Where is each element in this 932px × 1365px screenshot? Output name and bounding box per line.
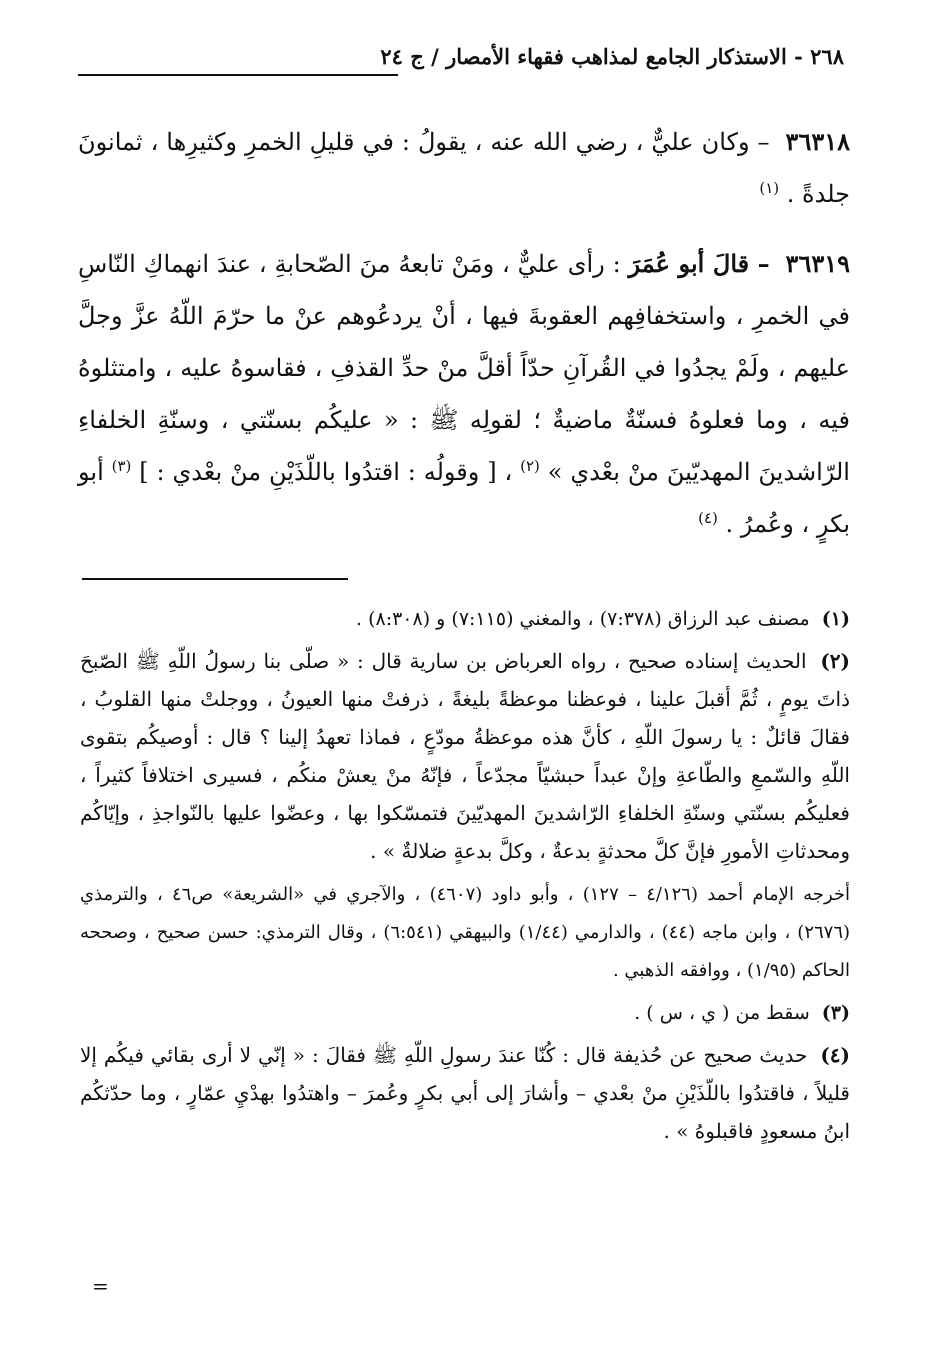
paragraph-text-3: أبو بكرٍ ، وعُمرُ . bbox=[78, 458, 850, 538]
paragraph-36318 bbox=[78, 116, 850, 220]
speaker-lead: – قالَ أبو عُمَرَ bbox=[628, 249, 770, 278]
continuation-mark: = bbox=[92, 1274, 109, 1298]
footnote-ref-1[interactable]: (١) bbox=[759, 179, 780, 197]
footnote-3 bbox=[80, 994, 850, 1032]
footnote-2 bbox=[80, 642, 850, 870]
paragraph-number: ٣٦٣١٨ bbox=[785, 127, 850, 156]
footnote-label: (٤) bbox=[820, 1043, 850, 1067]
footnote-ref-3[interactable]: (٣) bbox=[111, 457, 132, 475]
footnote-ref-4[interactable]: (٤) bbox=[698, 509, 718, 527]
footnote-label: (٣) bbox=[821, 1002, 850, 1024]
footnote-label: (٢) bbox=[820, 649, 850, 673]
main-text bbox=[78, 116, 850, 550]
paragraph-text: : رأى عليٌّ ، ومَنْ تابعهُ منَ الصّحابةِ ، عندَ انهماكِ النّاسِ في الخمرِ ، واستخفافِهم العقوبةَ فيها ، أنْ يردعُوهم عنْ ما حرّمَ اللّهُ عزَّ وجلَّ عليهم ، ولَمْ يجدُوا في القُرآنِ حدّاً أقلَّ منْ حدِّ القذفِ ، فقاسوهُ عليه ، وامتثلوهُ فيه ، وما فعلوهُ فسنّةٌ ماضيةٌ ؛ لقولِه ﷺ : « عليكُم بسنّتي ، وسنّةِ الخلفاءِ الرّاشدينَ المهديّينَ منْ بعْدي » bbox=[78, 250, 850, 486]
footnote-text: حديث صحيح عن حُذيفة قال : كُنّا عندَ رسولِ اللّهِ ﷺ فقالَ : « إنّي لا أرى بقائي فيكُم إلا قليلاً ، فاقتدُوا باللّذَيْنِ منْ بعْدي – وأشارَ إلى أبي بكرٍ وعُمرَ – واهتدُوا بهدْيِ عمّارٍ ، وما حدّثكُم ابنُ مسعودٍ فاقبلوهُ » . bbox=[80, 1043, 850, 1143]
footnote-label: (١) bbox=[821, 608, 850, 630]
paragraph-36319 bbox=[78, 238, 850, 550]
footnote-separator bbox=[82, 578, 348, 580]
footnotes bbox=[80, 600, 850, 1154]
footnote-4 bbox=[80, 1036, 850, 1150]
footnote-text: مصنف عبد الرزاق (٧:٣٧٨) ، والمغني (٧:١١٥) و (٨:٣٠٨) . bbox=[356, 608, 810, 630]
header-rule bbox=[78, 74, 398, 76]
footnote-ref-2[interactable]: (٢) bbox=[520, 457, 540, 475]
paragraph-text-2: ، [ وقولُه : اقتدُوا باللّذَيْنِ منْ بعْدي : ] bbox=[139, 458, 513, 486]
footnote-text: الحديث إسناده صحيح ، رواه العرباض بن سارية قال : « صلّى بنا رسولُ اللّهِ ﷺ الصّبحَ ذاتَ يومٍ ، ثُمَّ أقبلَ علينا ، فوعظنا موعظةً بليغةً ، ذرفتْ منها العيونُ ، ووجلتْ منها القلوبُ ، فقالَ قائلٌ : يا رسولَ اللّهِ ، كأنَّ هذه موعظةُ مودّعٍ ، فماذا تعهدُ إلينا ؟ قال : أوصيكُم بتقوى اللّهِ والسّمعِ والطّاعةِ وإنْ عبداً حبشيّاً مجدّعاً ، فإنّهُ منْ يعشْ منكُم ، فسيرى اختلافاً كثيراً ، فعليكُم بسنّتي وسنّةِ الخلفاءِ الرّاشدينَ المهديّينَ فتمسّكوا بها ، وعضّوا عليها بالنّواجذِ ، وإيّاكُم ومحدثاتِ الأمورِ فإنَّ كلَّ محدثةٍ بدعةٌ ، وكلَّ بدعةٍ ضلالةٌ » . bbox=[80, 649, 850, 863]
footnote-2-sources: أخرجه الإمام أحمد (٤/١٢٦ – ١٢٧) ، وأبو داود (٤٦٠٧) ، والآجري في «الشريعة» ص٤٦ ، والترمذي (٢٦٧٦) ، وابن ماجه (٤٤) ، والدارمي (١/٤٤) والبيهقي (٦:٥٤١) ، وقال الترمذي: حسن صحيح ، وصححه الحاكم (١/٩٥) ، ووافقه الذهبي . bbox=[80, 884, 851, 981]
footnote-text: سقط من ( ي ، س ) . bbox=[634, 1002, 810, 1024]
paragraph-text: – وكان عليٌّ ، رضي الله عنه ، يقولُ : في قليلِ الخمرِ وكثيرِها ، ثمانونَ جلدةً . bbox=[78, 128, 850, 208]
paragraph-number: ٣٦٣١٩ bbox=[785, 249, 850, 278]
running-title: ٢٦٨ - الاستذكار الجامع لمذاهب فقهاء الأمصار / ج ٢٤ bbox=[380, 44, 844, 69]
page-header bbox=[78, 44, 844, 88]
footnote-1 bbox=[80, 600, 850, 638]
